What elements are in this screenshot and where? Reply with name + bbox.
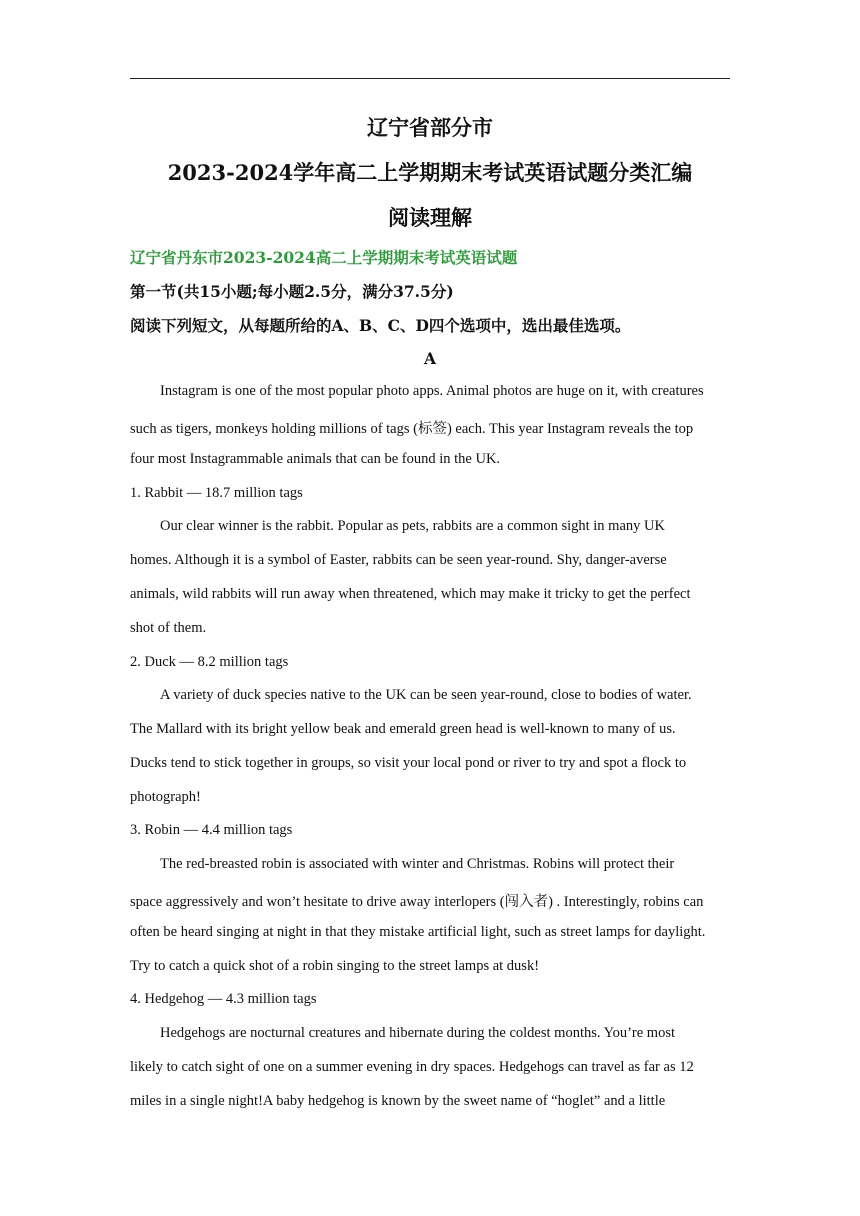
title-category: 阅读理解: [388, 205, 472, 230]
title-region: 辽宁省部分市: [367, 115, 493, 140]
paragraph-line: Our clear winner is the rabbit. Popular as pets, rabbits are a common sight in many UK: [160, 518, 665, 534]
paragraph-line: The Mallard with its bright yellow beak and emerald green head is well-known to many of us.: [130, 721, 676, 737]
paragraph-line: likely to catch sight of one on a summer evening in dry spaces. Hedgehogs can travel as far as 12: [130, 1059, 694, 1075]
item-heading-hedgehog: 4. Hedgehog — 4.3 million tags: [130, 991, 317, 1007]
paragraph-line: Hedgehogs are nocturnal creatures and hibernate during the coldest months. You’re most: [160, 1025, 676, 1041]
passage-label: A: [423, 349, 437, 368]
paragraph-line: often be heard singing at night in that they mistake artificial light, such as street lamps for daylight.: [130, 924, 706, 940]
paragraph-line: The red-breasted robin is associated with winter and Christmas. Robins will protect their: [160, 856, 675, 872]
paragraph-line: space aggressively and won’t hesitate to drive away interlopers (闯入者) . Interestingly, robins can: [130, 894, 704, 910]
item-heading-robin: 3. Robin — 4.4 million tags: [130, 822, 293, 838]
paragraph-line: miles in a single night!A baby hedgehog is known by the sweet name of “hoglet” and a little: [130, 1093, 666, 1109]
paragraph-line: shot of them.: [130, 620, 207, 636]
title-exam: 2023-2024学年高二上学期期末考试英语试题分类汇编: [167, 160, 693, 185]
paragraph-line: animals, wild rabbits will run away when threatened, which may make it tricky to get the perfect: [130, 586, 691, 602]
header-rule: [130, 78, 730, 79]
paragraph-line: Try to catch a quick shot of a robin singing to the street lamps at dusk!: [130, 958, 540, 974]
paragraph-line: such as tigers, monkeys holding millions of tags (标签) each. This year Instagram reveals the top: [130, 421, 694, 437]
item-heading-rabbit: 1. Rabbit — 18.7 million tags: [130, 485, 303, 501]
item-heading-duck: 2. Duck — 8.2 million tags: [130, 654, 289, 670]
paragraph-line: photograph!: [130, 789, 201, 805]
paragraph-line: homes. Although it is a symbol of Easter, rabbits can be seen year-round. Shy, danger-averse: [130, 552, 667, 568]
paragraph-line: A variety of duck species native to the UK can be seen year-round, close to bodies of water.: [160, 687, 692, 703]
instruction-text: 阅读下列短文，从每题所给的A、B、C、D四个选项中，选出最佳选项。: [130, 316, 631, 335]
paragraph-line: Instagram is one of the most popular photo apps. Animal photos are huge on it, with creatures: [160, 383, 704, 399]
paragraph-line: Ducks tend to stick together in groups, so visit your local pond or river to try and spot a flock to: [130, 755, 687, 771]
paragraph-line: four most Instagrammable animals that can be found in the UK.: [130, 451, 501, 467]
source-heading: 辽宁省丹东市2023-2024高二上学期期末考试英语试题: [130, 248, 518, 267]
section-heading: 第一节(共15小题;每小题2.5分，满分37.5分): [130, 282, 454, 301]
